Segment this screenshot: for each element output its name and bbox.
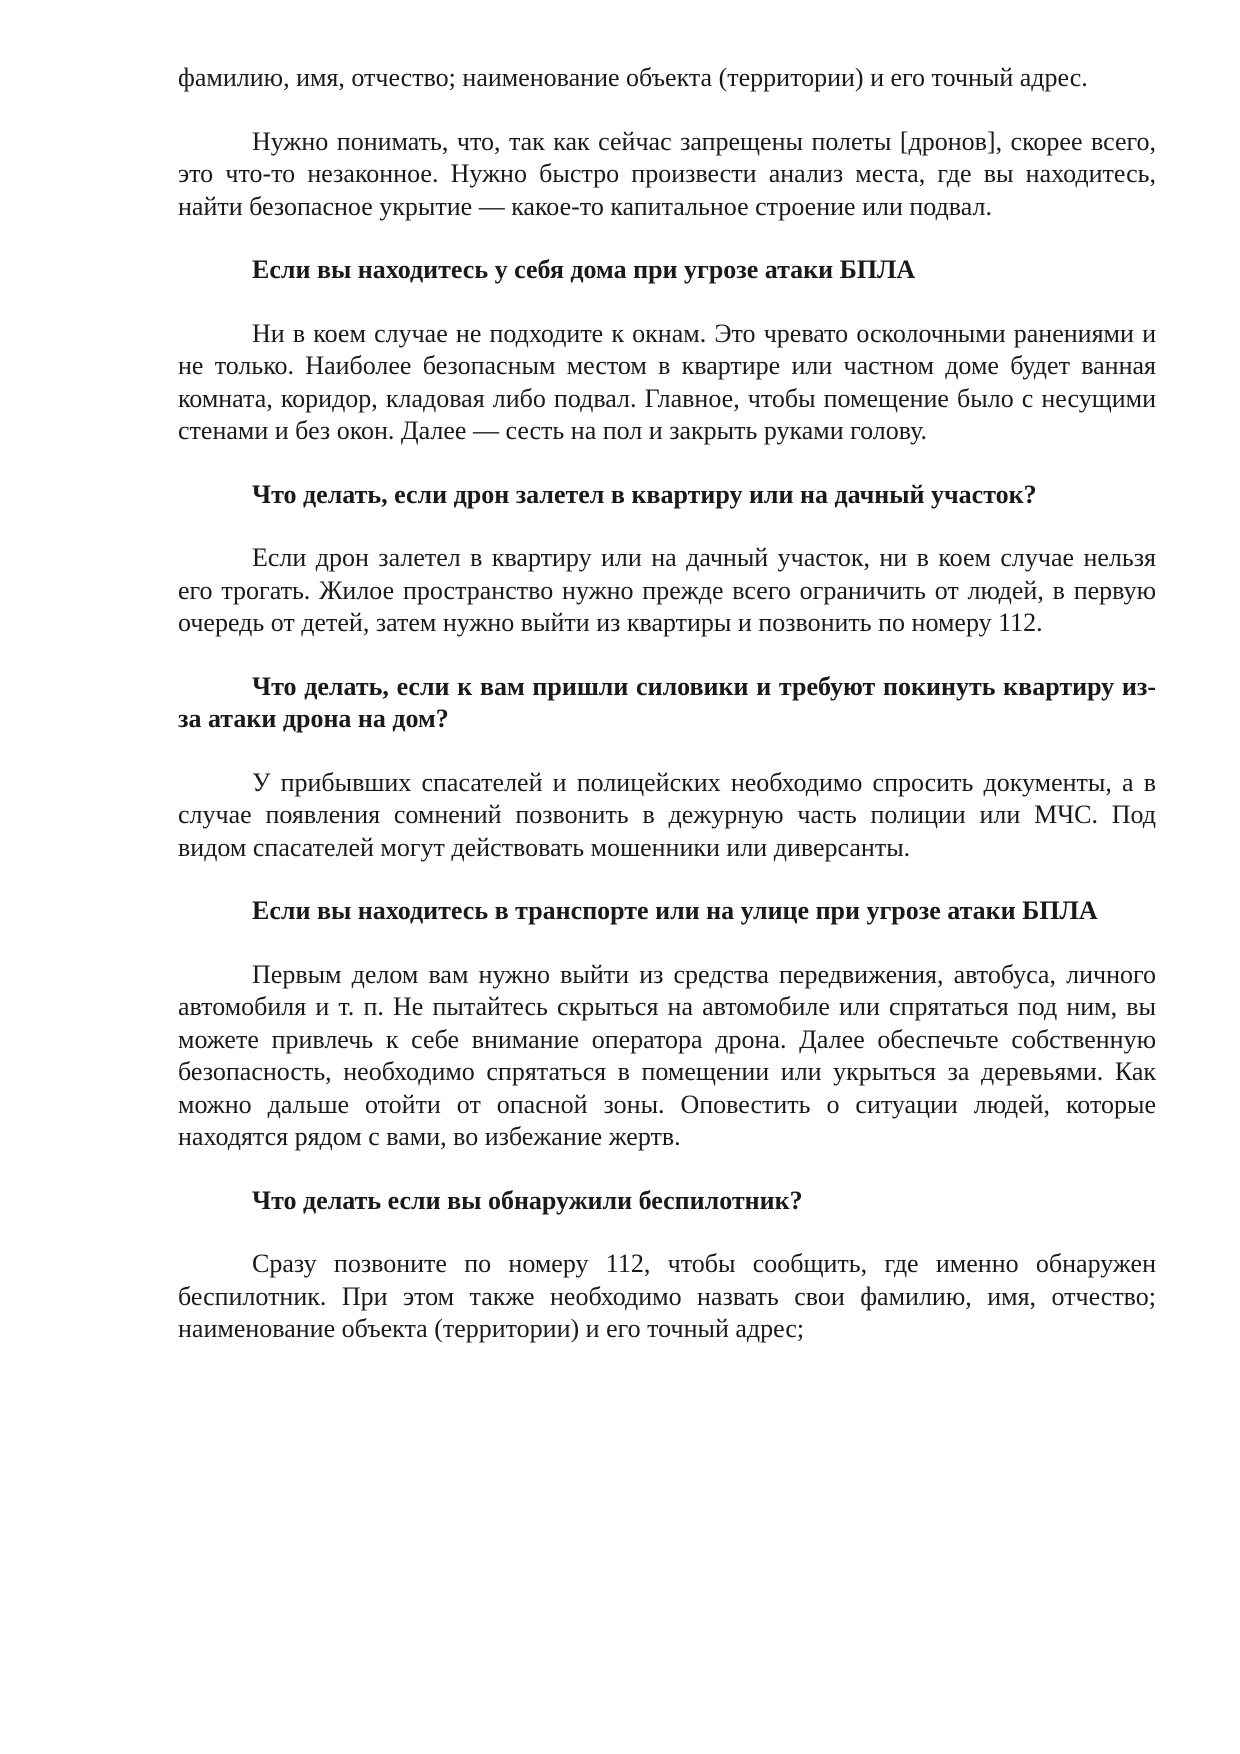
document-body (178, 62, 1156, 1346)
continuation-paragraph: фамилию, имя, отчество; наименование объекта (территории) и его точный адрес. (178, 63, 1088, 92)
section-text-transport-street: Первым делом вам нужно выйти из средства передвижения, автобуса, личного автомобиля и т. п. Не пытайтесь скрыться на автомобиле или спрятаться под ним, вы можете привлечь к себе внимание оператора дрона. Далее обеспечьте собственную безопасность, необходимо спрятаться в помещении или укрыться за деревьями. Как можно дальше отойти от опасной зоны. Оповестить о ситуации людей, которые находятся рядом с вами, во избежание жертв. (178, 959, 1156, 1151)
intro-paragraph: Нужно понимать, что, так как сейчас запрещены полеты [дронов], скорее всего, это что-то незаконное. Нужно быстро произвести анализ места, где вы находитесь, найти безопасное укрытие — какое-то капитальное строение или подвал. (178, 126, 1156, 221)
section-heading-security-forces: Что делать, если к вам пришли силовики и требуют покинуть квартиру из- за атаки дрона на дом? (178, 671, 1156, 733)
section-text-found-drone: Сразу позвоните по номеру 112, чтобы сообщить, где именно обнаружен беспилотник. При этом также необходимо назвать свои фамилию, имя, отчество; наименование объекта (территории) и его точный адрес; (178, 1249, 1156, 1343)
section-text-drone-in-apartment: Если дрон залетел в квартиру или на дачный участок, ни в коем случае нельзя его трогать. Жилое пространство нужно прежде всего ограничить от людей, в первую очередь от детей, затем нужно выйти из квартиры и позвонить по номеру 112. (178, 543, 1156, 637)
section-text-home: Ни в коем случае не подходите к окнам. Это чревато осколочными ранениями и не только. Наиболее безопасным местом в квартире или частном доме будет ванная комната, коридор, кладовая либо подвал. Главное, чтобы помещение было с несущими стенами и без окон. Далее — сесть на пол и закрыть руками голову. (178, 318, 1156, 445)
section-heading-drone-in-apartment: Что делать, если дрон залетел в квартиру или на дачный участок? (252, 479, 1037, 509)
section-text-security-forces: У прибывших спасателей и полицейских необходимо спросить документы, а в случае появления сомнений позвонить в дежурную часть полиции или МЧС. Под видом спасателей могут действовать мошенники или диверсанты. (178, 767, 1156, 862)
section-heading-found-drone: Что делать если вы обнаружили беспилотник? (252, 1185, 803, 1215)
section-heading-home: Если вы находитесь у себя дома при угрозе атаки БПЛА (252, 255, 916, 284)
section-heading-transport-street: Если вы находитесь в транспорте или на улице при угрозе атаки БПЛА (252, 896, 1098, 925)
